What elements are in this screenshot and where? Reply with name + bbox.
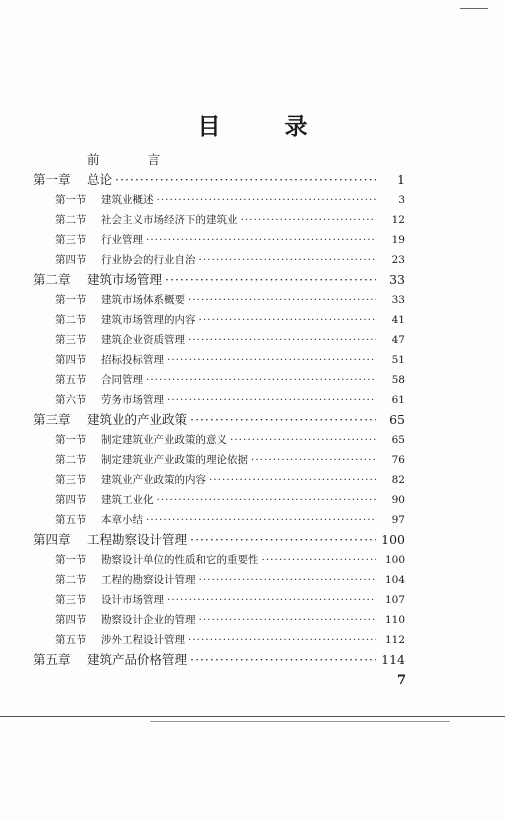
toc-chapter-row [33,410,405,430]
toc-entry-title: 建筑企业资质管理 [101,334,185,346]
toc-section-row [33,310,405,330]
toc-entry-number: 第五节 [55,514,87,526]
toc-entry-title: 招标投标管理 [101,354,164,366]
toc-section-row [33,350,405,370]
toc-entry-number: 第一节 [55,554,87,566]
toc-dot-leader [199,310,377,330]
page-number: 7 [397,673,407,688]
toc-section-row [33,290,405,310]
toc-section-row [33,390,405,410]
toc-section-row [33,550,405,570]
toc-entry-number: 第三节 [55,334,87,346]
toc-dot-leader [209,470,376,490]
toc-dot-leader [190,530,376,550]
toc-entry-number: 第六节 [55,394,87,406]
toc-entry-number: 第一节 [55,294,87,306]
toc-section-row [33,610,405,630]
toc-entry-page: 1 [397,172,405,187]
toc-section-row [33,250,405,270]
toc-entry-title: 涉外工程设计管理 [101,634,185,646]
toc-entry-page: 100 [381,532,405,547]
toc-entry-page: 114 [381,652,405,667]
toc-entry-page: 47 [391,334,405,346]
toc-entry-page: 33 [389,272,405,287]
toc-entry-number: 第五节 [55,634,87,646]
toc-entry-number: 第一节 [55,434,87,446]
toc-section-row [33,210,405,230]
toc-entry-page: 82 [391,474,405,486]
toc-section-row [33,630,405,650]
toc-dot-leader [167,590,376,610]
toc-entry-page: 107 [384,594,405,606]
toc-entry-number: 第四章 [33,532,71,547]
toc-entry-title: 前 言 [87,152,182,167]
toc-entry-number: 第二节 [55,214,87,226]
toc-dot-leader [199,250,377,270]
toc-section-row [33,330,405,350]
toc-section-row [33,370,405,390]
table-of-contents [33,150,405,670]
toc-entry-number: 第五章 [33,652,71,667]
toc-dot-leader [157,190,377,210]
toc-dot-leader [199,610,377,630]
toc-entry-page: 19 [391,234,405,246]
toc-dot-leader [190,650,376,670]
toc-chapter-row [33,150,405,170]
toc-entry-page: 65 [389,412,405,427]
toc-entry-title: 勘察设计企业的管理 [101,614,196,626]
toc-entry-title: 工程的勘察设计管理 [101,574,196,586]
toc-entry-page: 65 [391,434,405,446]
toc-entry-number: 第四节 [55,254,87,266]
toc-dot-leader [165,270,376,290]
toc-entry-title: 本章小结 [101,514,143,526]
toc-entry-number: 第三节 [55,594,87,606]
toc-entry-page: 41 [391,314,405,326]
toc-dot-leader [146,370,376,390]
toc-dot-leader [262,550,377,570]
toc-entry-title: 建筑工业化 [101,494,154,506]
toc-chapter-row [33,530,405,550]
toc-entry-number: 第一章 [33,172,71,187]
toc-entry-title: 制定建筑业产业政策的意义 [101,434,227,446]
toc-section-row [33,590,405,610]
toc-dot-leader [230,430,376,450]
toc-entry-number: 第三节 [55,234,87,246]
toc-chapter-row [33,170,405,190]
toc-dot-leader [188,290,376,310]
toc-entry-title: 合同管理 [101,374,143,386]
toc-entry-title: 社会主义市场经济下的建筑业 [101,214,238,226]
toc-chapter-row [33,270,405,290]
toc-entry-page: 51 [391,354,405,366]
toc-dot-leader [190,410,376,430]
toc-entry-page: 33 [391,294,405,306]
toc-entry-title: 建筑产品价格管理 [87,652,188,667]
toc-entry-title: 勘察设计单位的性质和它的重要性 [101,554,259,566]
toc-entry-title: 建筑业概述 [101,194,154,206]
toc-entry-title: 建筑市场管理的内容 [101,314,196,326]
toc-entry-number: 第二节 [55,314,87,326]
toc-entry-page: 23 [391,254,405,266]
toc-entry-page: 76 [391,454,405,466]
toc-entry-title: 建筑市场体系概要 [101,294,185,306]
toc-entry-number: 第四节 [55,494,87,506]
toc-dot-leader [157,490,377,510]
toc-entry-page: 61 [391,394,405,406]
bottom-rule [0,716,505,717]
toc-entry-page: 90 [391,494,405,506]
toc-dot-leader [115,170,376,190]
bottom-rule-secondary [150,721,450,722]
toc-dot-leader [167,350,376,370]
toc-entry-page: 58 [391,374,405,386]
toc-entry-number: 第三节 [55,474,87,486]
toc-entry-number: 第三章 [33,412,71,427]
toc-dot-leader [167,390,376,410]
toc-entry-number: 第四节 [55,614,87,626]
toc-section-row [33,230,405,250]
toc-chapter-row [33,650,405,670]
toc-section-row [33,450,405,470]
toc-entry-title: 建筑市场管理 [87,272,163,287]
toc-entry-title: 总论 [87,172,113,187]
toc-entry-page: 3 [398,194,405,206]
toc-entry-title: 行业协会的行业自治 [101,254,196,266]
toc-entry-page: 97 [391,514,405,526]
page-title: 目 录 [197,113,336,140]
toc-dot-leader [188,630,376,650]
toc-entry-number: 第二节 [55,454,87,466]
toc-dot-leader [199,570,377,590]
toc-dot-leader [251,450,376,470]
toc-entry-title: 建筑业产业政策的内容 [101,474,206,486]
toc-entry-number: 第四节 [55,354,87,366]
toc-entry-number: 第一节 [55,194,87,206]
toc-dot-leader [146,230,376,250]
toc-dot-leader [241,210,377,230]
scan-mark [460,8,488,9]
toc-section-row [33,510,405,530]
toc-entry-number: 第二章 [33,272,71,287]
toc-entry-title: 制定建筑业产业政策的理论依据 [101,454,248,466]
toc-section-row [33,470,405,490]
toc-entry-page: 104 [384,574,405,586]
toc-entry-title: 工程勘察设计管理 [87,532,188,547]
toc-entry-title: 劳务市场管理 [101,394,164,406]
toc-entry-page: 12 [391,214,405,226]
toc-entry-number: 第二节 [55,574,87,586]
toc-entry-title: 建筑业的产业政策 [87,412,188,427]
toc-entry-page: 112 [384,634,405,646]
toc-section-row [33,490,405,510]
toc-entry-page: 100 [384,554,405,566]
toc-section-row [33,570,405,590]
toc-section-row [33,430,405,450]
toc-entry-title: 设计市场管理 [101,594,164,606]
toc-entry-page: 110 [384,614,405,626]
toc-entry-title: 行业管理 [101,234,143,246]
toc-section-row [33,190,405,210]
toc-dot-leader [146,510,376,530]
toc-dot-leader [188,330,376,350]
toc-entry-number: 第五节 [55,374,87,386]
